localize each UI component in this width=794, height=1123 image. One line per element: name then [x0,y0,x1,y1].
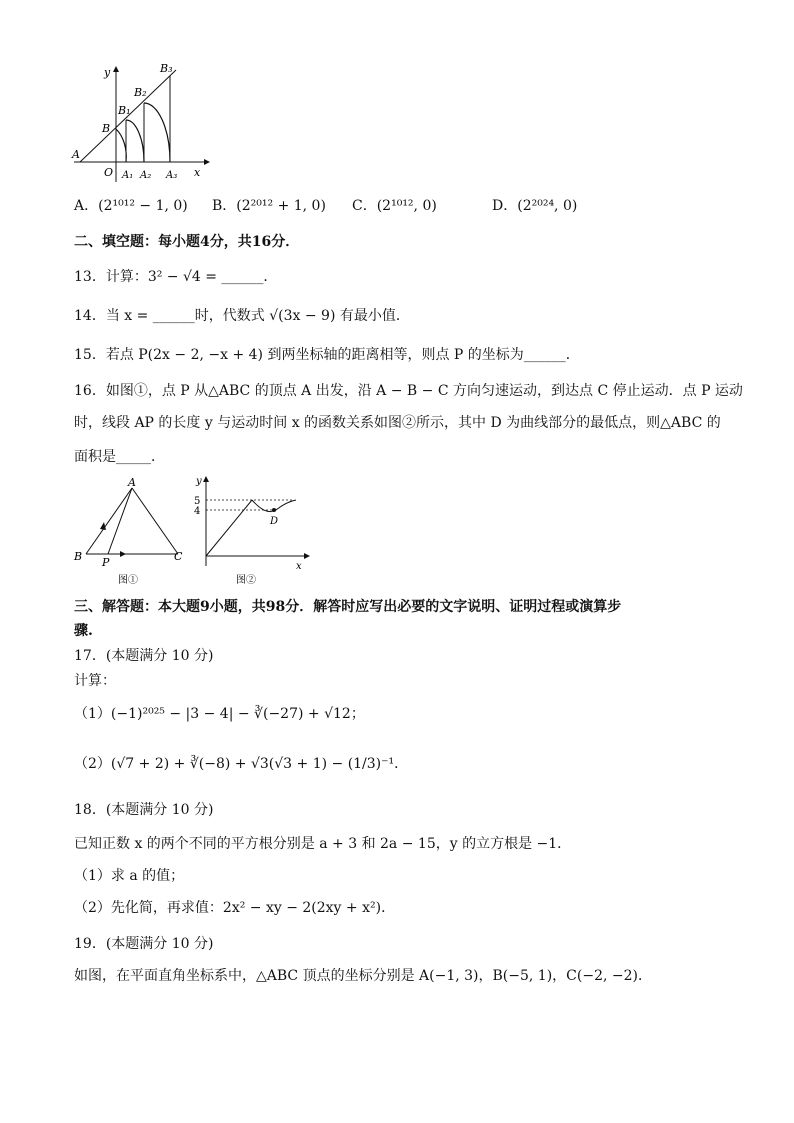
q16-figure-2 [190,474,312,588]
point-a3-label: A₃ [166,170,178,181]
point-b-label: B [102,122,111,135]
triangle-vertex-a-label: A [128,476,136,489]
option-c [352,196,437,216]
question-18-stem: 已知正数 x 的两个不同的平方根分别是 a + 3 和 2a − 15，y 的立方根是 −1． [74,836,572,852]
x-axis-label: x [296,561,302,572]
section-3-heading-line-2: 骤. [74,623,93,639]
option-expr: (2¹⁰¹² − 1, 0) [98,198,188,214]
question-16-line-3: 面积是_____． [74,449,165,465]
option-letter: D． [492,198,518,214]
origin-label: O [104,166,114,179]
point-a-label: A [72,148,80,161]
option-d [492,196,577,216]
point-a1-label: A₁ [122,170,134,181]
question-17-part-2: （2）(√7 + 2) + ∛(−8) + √3(√3 + 1) − (1/3)⁻¹． [74,756,409,772]
question-17-intro: 计算： [74,673,116,689]
section-3-heading-line-1: 三、解答题：本大题9小题，共98分．解答时应写出必要的文字说明、证明过程或演算步 [74,599,622,615]
question-18-part-2: （2）先化简，再求值：2x² − xy − 2(2xy + x²)． [74,900,396,916]
question-16-line-2: 时，线段 AP 的长度 y 与运动时间 x 的函数关系如图②所示，其中 D 为曲线部分的最低点，则△ABC 的 [74,415,721,431]
question-18-header: 18．(本题满分 10 分) [74,802,214,818]
option-expr: (2²⁰¹² + 1, 0) [236,198,326,214]
option-b [212,196,326,216]
option-letter: A． [74,198,99,214]
figure-2-caption: 图② [236,575,256,586]
triangle-vertex-b-label: B [74,550,83,563]
question-19-header: 19．(本题满分 10 分) [74,936,214,952]
point-b2-label: B₂ [134,86,147,99]
y-axis-label: y [104,66,111,79]
question-14: 14．当 x = ______时，代数式 √(3x − 9) 有最小值． [74,308,410,324]
question-17-part-1: （1）(−1)²⁰²⁵ − |3 − 4| − ∛(−27) + √12； [74,706,365,722]
figure-1-caption: 图① [118,575,138,586]
point-b3-label: B₃ [160,62,173,75]
question-15: 15．若点 P(2x − 2, −x + 4) 到两坐标轴的距离相等，则点 P 的坐标为______． [74,347,580,363]
section-2-heading: 二、填空题：每小题4分，共16分． [74,234,300,250]
point-d-label: D [270,516,279,527]
tick-4-label: 4 [194,506,201,517]
question-19-stem: 如图，在平面直角坐标系中，△ABC 顶点的坐标分别是 A(−1, 3)，B(−5, 1)，C(−2, −2)． [74,968,652,984]
tick-5-label: 5 [194,496,201,507]
q12-figure [70,58,210,184]
x-axis-label: x [194,166,201,179]
point-b1-label: B₁ [118,104,131,117]
y-axis-label: y [196,476,202,487]
moving-point-p-label: P [102,556,110,569]
option-letter: B． [212,198,237,214]
triangle-vertex-c-label: C [174,550,183,563]
option-letter: C． [352,198,377,214]
q16-figure-1 [70,474,190,588]
question-18-part-1: （1）求 a 的值； [74,868,185,884]
option-a [74,196,188,216]
option-expr: (2¹⁰¹², 0) [376,198,437,214]
point-a2-label: A₂ [140,170,152,181]
option-expr: (2²⁰²⁴, 0) [517,198,578,214]
question-17-header: 17．(本题满分 10 分) [74,648,214,664]
question-13: 13．计算：3² − √4 = ______． [74,269,278,285]
question-16-line-1: 16．如图①，点 P 从△ABC 的顶点 A 出发，沿 A − B − C 方向匀速运动，到达点 C 停止运动．点 P 运动 [74,383,743,399]
